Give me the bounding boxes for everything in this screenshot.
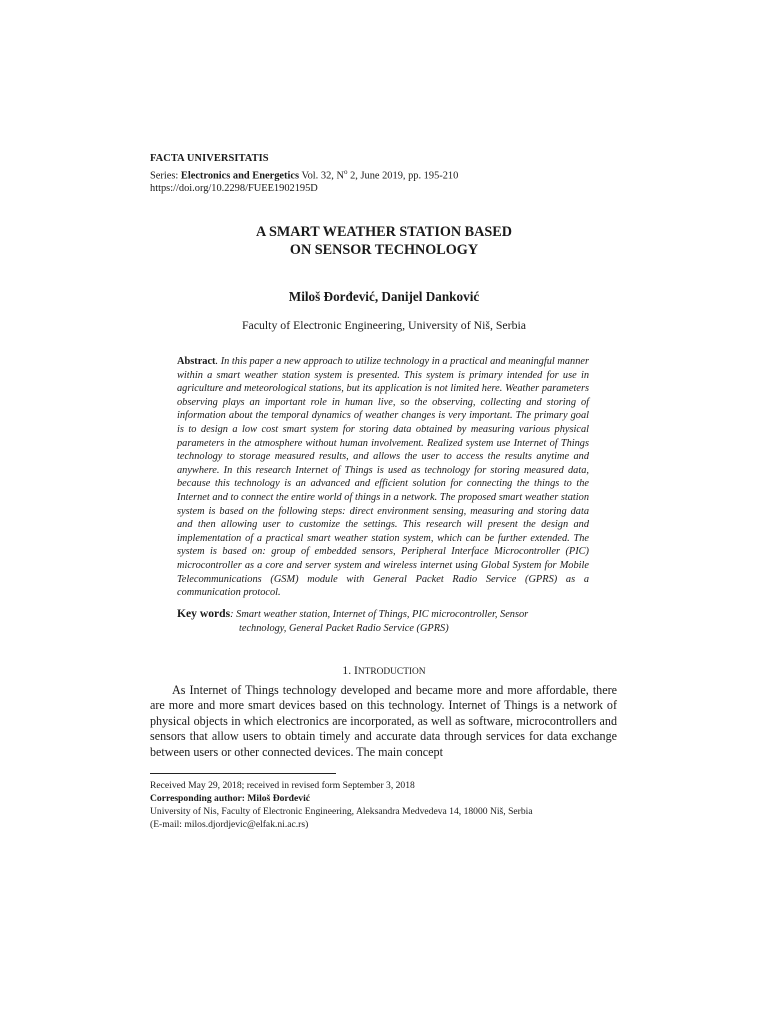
series-number-sup: o: [343, 167, 348, 176]
abstract-text: . In this paper a new approach to utilize technology in a practical and meaningful manner within a smart weather station system is presented. This system is primary intended for use in agriculture and meteorological stations, but its application is not limited here. Weather parameters observing plays an important role in human live, so the observing, collecting and storing of information about the temporal dynamics of weather changes is very important. The primary goal is to design a low cost smart system for storing data obtained by measuring various physical parameters in the atmosphere without human involvement. Realized system use Internet of Things technology to storage measured results, and allows the user to access the results anytime and anywhere. In this research Internet of Things is used as technology for storing measured data, because this technology is an advanced and efficient solution for connecting the things to the Internet and to connect the entire world of things in a network. The proposed smart weather station system is based on the following steps: direct environment sensing, measuring and storing data and then allowing user to customize the settings. This research will present the design and implementation of a practical smart weather station system, which can be further extended. The system is based on: group of embedded sensors, Peripheral Interface Microcontroller (PIC) microcontroller as a core and server system and wireless internet using Global System for Mobile Telecommunications (GSM) module with General Packet Radio Service (GPRS) as a communication protocol.: [177, 356, 589, 599]
footnote: [150, 779, 620, 831]
corresponding-author: [150, 792, 620, 805]
title-line-2: ON SENSOR TECHNOLOGY: [289, 242, 479, 258]
received-dates: Received May 29, 2018; received in revised form September 3, 2018: [150, 780, 415, 791]
series-details: Vol. 32, N: [299, 169, 344, 181]
keywords: [177, 607, 589, 636]
section-title: NTRODUCTION: [357, 667, 426, 677]
section-heading-introduction: [150, 664, 618, 677]
paper-title: [150, 223, 618, 259]
author-email[interactable]: (E-mail: milos.djordjevic@elfak.ni.ac.rs): [150, 819, 309, 830]
keywords-line-2: technology, General Packet Radio Service (GPRS): [239, 623, 449, 634]
keywords-label: Key words: [177, 607, 231, 620]
section-number: 1. I: [342, 664, 358, 677]
abstract: [177, 355, 589, 600]
series-prefix: Series:: [150, 169, 181, 181]
journal-header: [150, 152, 620, 196]
series-name: Electronics and Energetics: [180, 169, 300, 181]
corresponding-label: Corresponding author:: [150, 793, 248, 804]
series-details-rest: 2, June 2019, pp. 195-210: [347, 169, 459, 181]
corresponding-name: Miloš Đorđević: [247, 793, 310, 804]
footnote-divider: [150, 773, 336, 774]
abstract-label: Abstract: [177, 356, 216, 367]
intro-paragraph: As Internet of Things technology developed and became more and more affordable, there are more and more smart devices based on this technology. Internet of Things is a network of physical objects in which electronics are incorporated, as well as software, microcontrollers and sensors that allow users to obtain timely and accurate data through services for data exchange between users or other connected devices. The main concept: [150, 683, 617, 759]
author-address: University of Nis, Faculty of Electronic Engineering, Aleksandra Medvedeva 14, 18000 Niš, Serbia: [150, 806, 533, 817]
journal-name: FACTA UNIVERSITATIS: [150, 153, 269, 164]
affiliation: Faculty of Electronic Engineering, University of Niš, Serbia: [241, 318, 527, 332]
title-line-1: A SMART WEATHER STATION BASED: [256, 224, 512, 240]
keywords-line-1: : Smart weather station, Internet of Things, PIC microcontroller, Sensor: [230, 609, 529, 620]
series-line: [150, 166, 620, 183]
doi-link[interactable]: https://doi.org/10.2298/FUEE1902195D: [150, 183, 318, 195]
authors: Miloš Đorđević, Danijel Danković: [288, 289, 480, 304]
